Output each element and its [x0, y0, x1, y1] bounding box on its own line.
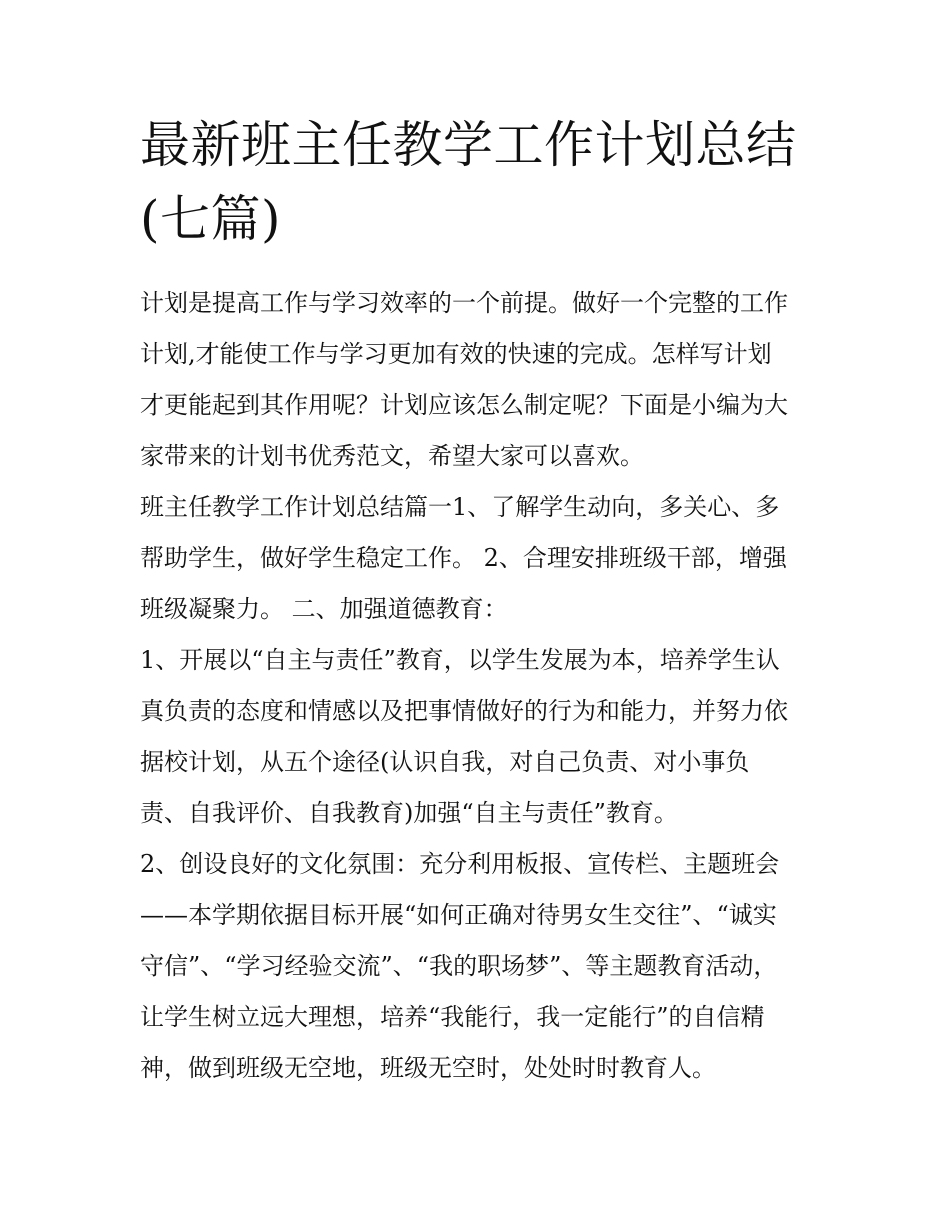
paragraph-intro [140, 278, 812, 482]
title-line: 最新班主任教学工作计划总结 [140, 116, 797, 174]
text-line: 真负责的态度和情感以及把事情做好的行为和能力，并努力依 [140, 697, 788, 725]
text-line: 帮助学生，做好学生稳定工作。 2、合理安排班级干部，增强 [140, 544, 787, 572]
text-line: ——本学期依据目标开展“如何正确对待男女生交往”、“诚实 [140, 901, 777, 929]
text-line: 1、开展以“自主与责任”教育，以学生发展为本，培养学生认 [140, 646, 780, 674]
text-line: 据校计划，从五个途径(认识自我，对自己负责、对小事负 [140, 748, 750, 776]
paragraph-item-1 [140, 635, 812, 839]
text-line: 家带来的计划书优秀范文，希望大家可以喜欢。 [140, 442, 644, 470]
text-line: 班主任教学工作计划总结篇一1、了解学生动向，多关心、多 [140, 493, 780, 521]
title-line: (七篇) [140, 190, 282, 248]
text-line: 让学生树立远大理想，培养“我能行，我一定能行”的自信精 [140, 1003, 765, 1031]
text-line: 才更能起到其作用呢？计划应该怎么制定呢？下面是小编为大 [140, 391, 788, 419]
text-line: 神，做到班级无空地，班级无空时，处处时时教育人。 [140, 1054, 716, 1082]
document-body [140, 278, 812, 1094]
paragraph-section-one [140, 482, 812, 635]
paragraph-item-2 [140, 839, 812, 1094]
text-line: 2、创设良好的文化氛围：充分利用板报、宣传栏、主题班会 [140, 850, 780, 878]
text-line: 责、自我评价、自我教育)加强“自主与责任”教育。 [140, 799, 678, 827]
text-line: 守信”、“学习经验交流”、“我的职场梦”、等主题教育活动， [140, 952, 778, 980]
text-line: 计划,才能使工作与学习更加有效的快速的完成。怎样写计划 [140, 340, 772, 368]
text-line: 班级凝聚力。 二、加强道德教育： [140, 595, 508, 623]
text-line: 计划是提高工作与学习效率的一个前提。做好一个完整的工作 [140, 289, 788, 317]
document-title [140, 108, 812, 256]
document-page [140, 108, 812, 1094]
